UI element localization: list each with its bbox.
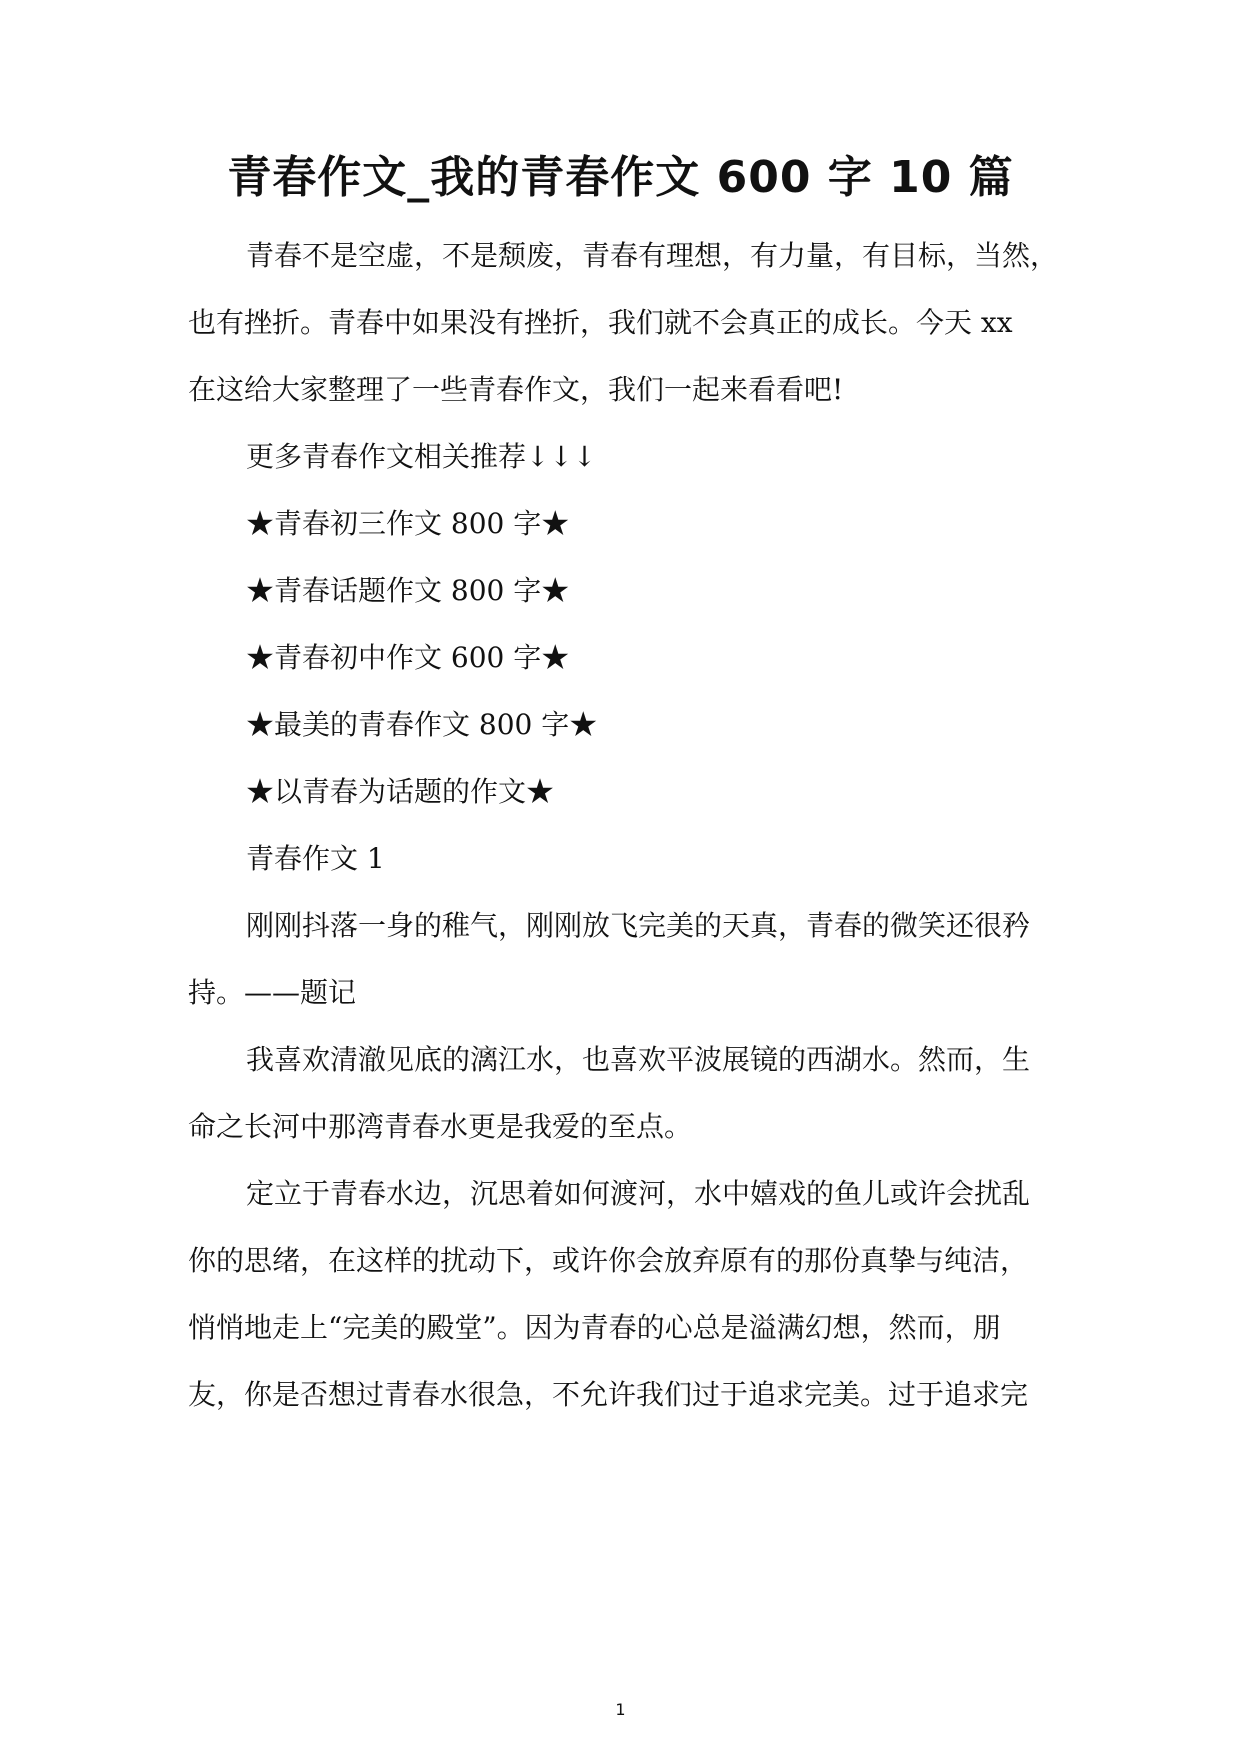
paragraph-line: 定立于青春水边，沉思着如何渡河，水中嬉戏的鱼儿或许会扰乱	[246, 1177, 1031, 1210]
paragraph-line: 更多青春作文相关推荐↓↓↓	[246, 440, 597, 473]
document-title: 青春作文_我的青春作文 600 字 10 篇	[227, 152, 1014, 203]
paragraph-line: 悄悄地走上“完美的殿堂”。因为青春的心总是溢满幻想，然而，朋	[188, 1311, 1001, 1344]
paragraph-line: 持。——题记	[188, 976, 357, 1009]
recommendation-link: ★最美的青春作文 800 字★	[246, 708, 598, 741]
paragraph-line: 在这给大家整理了一些青春作文，我们一起来看看吧!	[188, 373, 844, 406]
recommendation-link: ★以青春为话题的作文★	[246, 775, 555, 808]
paragraph-line: 命之长河中那湾青春水更是我爱的至点。	[188, 1110, 693, 1143]
section-heading: 青春作文 1	[246, 842, 385, 875]
page-number: 1	[615, 1700, 626, 1719]
paragraph-line: 你的思绪，在这样的扰动下，或许你会放弃原有的那份真挚与纯洁，	[188, 1244, 1029, 1277]
paragraph-line: 刚刚抖落一身的稚气，刚刚放飞完美的天真，青春的微笑还很矜	[246, 909, 1031, 942]
paragraph-line: 我喜欢清澈见底的漓江水，也喜欢平波展镜的西湖水。然而，生	[246, 1043, 1031, 1076]
paragraph-line: 友，你是否想过青春水很急，不允许我们过于追求完美。过于追求完	[188, 1378, 1029, 1411]
paragraph-line: 青春不是空虚，不是颓废，青春有理想，有力量，有目标，当然，	[246, 239, 1059, 272]
recommendation-link: ★青春话题作文 800 字★	[246, 574, 570, 607]
paragraph-line: 也有挫折。青春中如果没有挫折，我们就不会真正的成长。今天 xx	[188, 306, 1013, 339]
recommendation-link: ★青春初三作文 800 字★	[246, 507, 570, 540]
recommendation-link: ★青春初中作文 600 字★	[246, 641, 570, 674]
